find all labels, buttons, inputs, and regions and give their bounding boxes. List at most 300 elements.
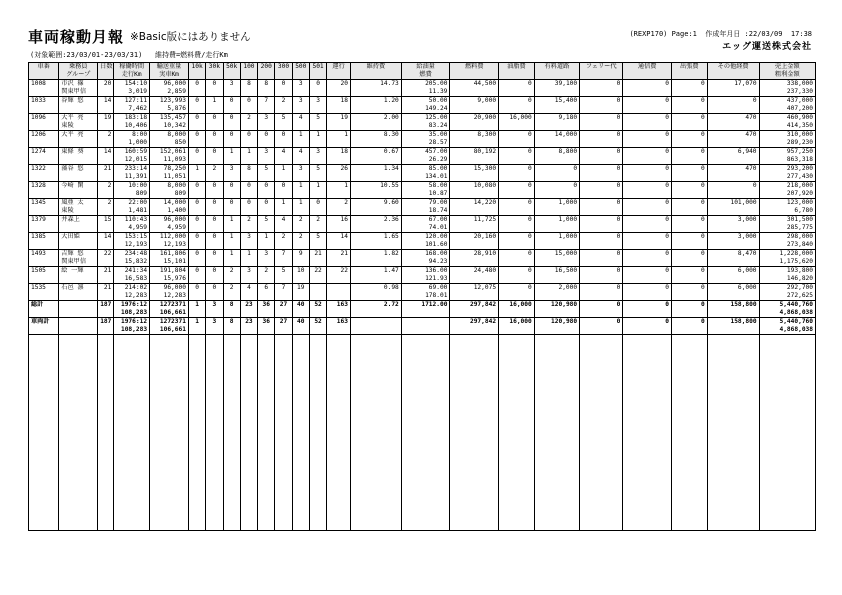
- cell-line-1: 0: [665, 216, 669, 223]
- cell-line-1: 0: [212, 233, 217, 240]
- cell-line-2: [61, 309, 95, 317]
- cell-line-1: 78,250: [163, 165, 186, 172]
- cell-line-2: [582, 122, 620, 130]
- cell-line-2: [100, 71, 111, 79]
- cell-line-2: [452, 326, 496, 334]
- cell-line-1: 0.67: [383, 148, 399, 155]
- cell-line-2: [100, 292, 111, 300]
- cell-line-1: 233:14: [124, 165, 148, 172]
- cell-line-1: 96,000: [163, 284, 186, 291]
- cell-line-2: [582, 275, 620, 283]
- cell-line-2: [260, 309, 272, 317]
- column-header: [59, 63, 98, 80]
- hours-km-cell: [114, 131, 150, 148]
- toll-cell: [534, 318, 579, 335]
- driver-cell: [59, 165, 98, 182]
- cell-line-1: 500: [295, 63, 307, 70]
- weight-km-cell: [150, 131, 189, 148]
- cell-line-2: 16,583: [124, 275, 148, 282]
- cell-line-1: 2: [264, 267, 269, 274]
- distance-band-cell: [240, 182, 257, 199]
- cell-line-2: [243, 207, 255, 215]
- cell-line-2: [31, 173, 56, 181]
- other-cost-cell: [707, 199, 759, 216]
- cell-line-2: [329, 241, 348, 249]
- days-cell: [98, 131, 114, 148]
- cell-line-1: 50k: [226, 63, 238, 70]
- cell-line-2: [243, 241, 255, 249]
- other-cost-cell: [707, 165, 759, 182]
- distance-band-cell: [188, 250, 205, 267]
- cell-line-1: 6,940: [737, 148, 757, 155]
- cell-line-1: 0: [195, 199, 199, 206]
- cell-line-2: [208, 241, 220, 249]
- communication-cell: [623, 131, 672, 148]
- cell-line-2: [208, 309, 220, 317]
- cell-line-1: 風亜 太: [61, 199, 84, 206]
- cell-line-2: [312, 156, 324, 164]
- maintenance-cell: [350, 114, 401, 131]
- cell-line-2: [61, 105, 95, 113]
- fuel-amount-cell: [401, 165, 450, 182]
- cell-line-2: [625, 105, 669, 113]
- cell-line-2: [452, 292, 496, 300]
- distance-band-cell: [240, 267, 257, 284]
- trip-cost-cell: [672, 182, 708, 199]
- cell-line-2: [243, 224, 255, 232]
- fuel-amount-cell: [401, 301, 450, 318]
- cell-line-1: 14: [103, 233, 112, 240]
- cell-line-1: 1: [298, 199, 303, 206]
- cell-line-2: 燃費: [419, 71, 432, 78]
- cell-line-2: 実車Km: [159, 71, 179, 78]
- cell-line-1: 大平 亮: [61, 114, 84, 121]
- cell-line-2: [191, 105, 203, 113]
- cell-line-1: 0: [528, 199, 532, 206]
- cell-line-1: 21: [103, 267, 112, 274]
- cell-line-2: [31, 105, 56, 113]
- fuel-cost-cell: [450, 97, 499, 114]
- trips-cell: [327, 80, 351, 97]
- communication-cell: [623, 182, 672, 199]
- cell-line-1: 161,806: [159, 250, 186, 257]
- driver-cell: [59, 182, 98, 199]
- cell-line-1: 0: [212, 131, 217, 138]
- cell-line-1: 7: [264, 97, 269, 104]
- cell-line-1: 301,500: [786, 216, 813, 223]
- other-cost-cell: [707, 97, 759, 114]
- cell-line-2: [312, 139, 324, 147]
- cell-line-1: 5: [316, 114, 320, 121]
- cell-line-2: [243, 173, 255, 181]
- cell-line-2: [501, 88, 532, 96]
- cell-line-1: 0: [528, 233, 532, 240]
- cell-line-2: [710, 326, 757, 334]
- cell-line-1: 22:00: [128, 199, 148, 206]
- trip-cost-cell: [672, 318, 708, 335]
- cell-line-1: 120.00: [425, 233, 448, 240]
- cell-line-1: 0: [247, 131, 251, 138]
- days-cell: [98, 216, 114, 233]
- hours-km-cell: [114, 267, 150, 284]
- trip-cost-cell: [672, 216, 708, 233]
- toll-cell: [534, 131, 579, 148]
- cell-line-2: [260, 326, 272, 334]
- distance-band-cell: [258, 148, 275, 165]
- oil-cost-cell: [499, 318, 535, 335]
- cell-line-2: [208, 258, 220, 266]
- cell-line-2: [501, 173, 532, 181]
- cell-line-2: [208, 326, 220, 334]
- cell-line-2: [501, 241, 532, 249]
- distance-band-cell: [206, 284, 223, 301]
- distance-band-cell: [240, 250, 257, 267]
- cell-line-2: [710, 292, 757, 300]
- cell-line-1: 0: [195, 284, 199, 291]
- trips-cell: [327, 267, 351, 284]
- cell-line-2: [674, 88, 705, 96]
- driver-cell: [59, 301, 98, 318]
- cell-line-1: 0: [247, 182, 251, 189]
- cell-line-2: [61, 139, 95, 147]
- distance-band-cell: [258, 131, 275, 148]
- hours-km-cell: [114, 148, 150, 165]
- cell-line-1: 14: [340, 233, 348, 240]
- distance-band-cell: [223, 199, 240, 216]
- program-id: (REXP170): [629, 30, 668, 38]
- cell-line-2: [100, 241, 111, 249]
- weight-km-cell: [150, 284, 189, 301]
- cell-line-2: [191, 309, 203, 317]
- cell-line-1: 96,000: [163, 216, 186, 223]
- cell-line-2: 5,876: [167, 105, 186, 112]
- weight-km-cell: [150, 165, 189, 182]
- cell-line-2: [674, 190, 705, 198]
- cell-line-2: 74.01: [428, 224, 448, 231]
- cell-line-2: [31, 139, 56, 147]
- cell-line-1: 338,000: [786, 80, 813, 87]
- cell-line-2: [452, 122, 496, 130]
- cell-line-2: [501, 156, 532, 164]
- cell-line-1: 168.00: [425, 250, 448, 257]
- trip-cost-cell: [672, 284, 708, 301]
- vehicle-report-table: [28, 62, 816, 531]
- cell-line-1: フェリー代: [585, 63, 617, 70]
- empty-cell: [150, 335, 189, 531]
- vehicle-number: [29, 233, 59, 250]
- cell-line-1: 15,300: [473, 165, 497, 172]
- cell-line-1: 39,100: [554, 80, 578, 87]
- cell-line-1: 稼働時間: [119, 63, 145, 70]
- cell-line-1: 4: [298, 148, 303, 155]
- cell-line-1: 158,800: [730, 318, 757, 325]
- sales-cell: [759, 284, 815, 301]
- cell-line-1: 0: [700, 233, 705, 240]
- cell-line-2: [226, 309, 238, 317]
- ferry-cell: [580, 199, 623, 216]
- cell-line-1: 123,000: [786, 199, 813, 206]
- cell-line-1: 27: [279, 301, 288, 308]
- distance-band-cell: [206, 97, 223, 114]
- cell-line-1: 12,075: [473, 284, 497, 291]
- cell-line-2: 146,820: [786, 275, 813, 282]
- vehicle-number: [29, 148, 59, 165]
- cell-line-2: 106,661: [159, 309, 186, 316]
- other-cost-cell: [707, 318, 759, 335]
- cell-line-1: 0: [665, 284, 669, 291]
- cell-line-2: [100, 190, 111, 198]
- cell-line-2: [61, 190, 95, 198]
- cell-line-1: 0: [616, 80, 621, 87]
- cell-line-2: [710, 88, 757, 96]
- days-cell: [98, 114, 114, 131]
- cell-line-1: 0: [616, 284, 621, 291]
- hours-km-cell: [114, 216, 150, 233]
- cell-line-2: [329, 190, 348, 198]
- distance-band-cell: [292, 216, 309, 233]
- cell-line-1: 14,000: [554, 131, 578, 138]
- cell-line-2: [329, 224, 348, 232]
- cell-line-1: 1: [247, 148, 251, 155]
- cell-line-2: 237,330: [786, 88, 813, 95]
- cell-line-1: 1: [298, 131, 303, 138]
- ferry-cell: [580, 301, 623, 318]
- cell-line-1: 市沢 篠: [61, 80, 84, 87]
- cell-line-2: [208, 88, 220, 96]
- distance-band-cell: [258, 114, 275, 131]
- cell-line-2: 1,000: [128, 139, 148, 146]
- cell-line-1: 3: [247, 267, 251, 274]
- cell-line-1: 0: [316, 199, 320, 206]
- fuel-cost-cell: [450, 318, 499, 335]
- cell-line-1: 0: [528, 250, 532, 257]
- distance-band-cell: [206, 267, 223, 284]
- cell-line-2: [537, 224, 577, 232]
- cell-line-2: 149.24: [425, 105, 448, 112]
- cell-line-2: [312, 326, 324, 334]
- cell-line-2: [191, 207, 203, 215]
- cell-line-1: 0: [665, 267, 669, 274]
- cell-line-1: 0: [195, 97, 199, 104]
- cell-line-2: [295, 326, 307, 334]
- toll-cell: [534, 182, 579, 199]
- cell-line-2: [501, 309, 532, 317]
- cell-line-2: [295, 71, 307, 79]
- fuel-amount-cell: [401, 131, 450, 148]
- cell-line-1: 0: [700, 250, 705, 257]
- communication-cell: [623, 284, 672, 301]
- cell-line-2: [625, 207, 669, 215]
- trip-cost-cell: [672, 233, 708, 250]
- cell-line-1: 2: [298, 216, 303, 223]
- distance-band-cell: [223, 165, 240, 182]
- cell-line-1: 125.00: [425, 114, 448, 121]
- cell-line-1: 120,980: [551, 301, 578, 308]
- cell-line-1: 3: [229, 80, 234, 87]
- cell-line-1: 19: [340, 114, 348, 121]
- cell-line-1: 3: [264, 114, 269, 121]
- cell-line-2: [295, 207, 307, 215]
- cell-line-1: 1976:12: [120, 301, 148, 308]
- cell-line-1: 吉輝 悠: [61, 250, 84, 257]
- cell-line-1: 3: [316, 97, 320, 104]
- cell-line-1: 0: [528, 131, 532, 138]
- distance-band-cell: [206, 199, 223, 216]
- cell-line-2: [710, 309, 757, 317]
- cell-line-1: 21: [103, 165, 112, 172]
- cell-line-2: [353, 207, 399, 215]
- trip-cost-cell: [672, 199, 708, 216]
- cell-line-2: [674, 258, 705, 266]
- cell-line-1: [61, 301, 95, 309]
- cell-line-2: [295, 275, 307, 283]
- cell-line-1: 1: [195, 318, 199, 325]
- table-row: [29, 233, 816, 250]
- cell-line-1: 80,192: [473, 148, 497, 155]
- cell-line-1: 給油量: [416, 63, 435, 70]
- table-body: [29, 80, 816, 531]
- fuel-amount-cell: [401, 250, 450, 267]
- cell-line-1: 16,000: [509, 114, 532, 121]
- cell-line-1: 123,993: [159, 97, 186, 104]
- days-cell: [98, 182, 114, 199]
- cell-line-2: [353, 309, 399, 317]
- cell-line-1: 457.00: [425, 148, 448, 155]
- cell-line-1: 100: [243, 63, 255, 70]
- cell-line-2: [501, 275, 532, 283]
- trips-cell: [327, 97, 351, 114]
- cell-line-2: [501, 71, 532, 79]
- table-row: [29, 165, 816, 182]
- distance-band-cell: [292, 131, 309, 148]
- cell-line-1: 谷輝 悠: [61, 97, 84, 104]
- cell-line-1: 16,500: [554, 267, 578, 274]
- cell-line-1: 5: [281, 267, 286, 274]
- weight-km-cell: [150, 199, 189, 216]
- cell-line-2: [625, 190, 669, 198]
- cell-line-2: [312, 122, 324, 130]
- distance-band-cell: [188, 199, 205, 216]
- cell-line-2: 863,318: [786, 156, 813, 163]
- sales-cell: [759, 131, 815, 148]
- cell-line-2: [208, 173, 220, 181]
- cell-line-1: 0: [316, 80, 320, 87]
- cell-line-1: 1.47: [383, 267, 399, 274]
- communication-cell: [623, 318, 672, 335]
- ferry-cell: [580, 182, 623, 199]
- cell-line-1: 0: [616, 165, 621, 172]
- cell-line-2: 1,400: [167, 207, 186, 214]
- distance-band-cell: [292, 97, 309, 114]
- cell-line-2: [277, 275, 289, 283]
- weight-km-cell: [150, 250, 189, 267]
- cell-line-1: 11,725: [473, 216, 497, 223]
- cell-line-1: 燃料費: [464, 63, 484, 70]
- cell-line-1: 501: [312, 63, 324, 70]
- distance-band-cell: [292, 301, 309, 318]
- cell-line-2: [277, 71, 289, 79]
- cell-line-1: 152,061: [159, 148, 186, 155]
- cell-line-2: [191, 241, 203, 249]
- distance-band-cell: [223, 284, 240, 301]
- cell-line-2: [537, 139, 577, 147]
- cell-line-2: [710, 156, 757, 164]
- cell-line-2: [243, 292, 255, 300]
- cell-line-1: 0: [528, 267, 532, 274]
- cell-line-1: 1: [298, 182, 303, 189]
- cell-line-2: [260, 122, 272, 130]
- communication-cell: [623, 114, 672, 131]
- column-header: [206, 63, 223, 80]
- communication-cell: [623, 233, 672, 250]
- cell-line-1: 50.00: [428, 97, 448, 104]
- days-cell: [98, 318, 114, 335]
- empty-cell: [534, 335, 579, 531]
- cell-line-2: [404, 309, 448, 317]
- cell-line-2: [625, 326, 669, 334]
- ferry-cell: [580, 80, 623, 97]
- distance-band-cell: [309, 114, 326, 131]
- cell-line-1: 10: [297, 267, 305, 274]
- cell-line-2: [61, 156, 95, 164]
- toll-cell: [534, 80, 579, 97]
- distance-band-cell: [275, 216, 292, 233]
- communication-cell: [623, 97, 672, 114]
- cell-line-2: [710, 71, 757, 79]
- fuel-cost-cell: [450, 284, 499, 301]
- cell-line-1: 2: [229, 267, 234, 274]
- cell-line-1: 0: [665, 165, 669, 172]
- trips-cell: [327, 216, 351, 233]
- column-header: [223, 63, 240, 80]
- days-cell: [98, 148, 114, 165]
- distance-band-cell: [188, 148, 205, 165]
- cell-line-2: [312, 275, 324, 283]
- cell-line-2: [208, 207, 220, 215]
- driver-cell: [59, 97, 98, 114]
- cell-line-1: 191,804: [159, 267, 186, 274]
- maintenance-cell: [350, 165, 401, 182]
- cell-line-1: 1: [229, 233, 234, 240]
- ferry-cell: [580, 148, 623, 165]
- cell-line-2: [329, 88, 348, 96]
- cell-line-2: [191, 88, 203, 96]
- other-cost-cell: [707, 267, 759, 284]
- other-cost-cell: [707, 131, 759, 148]
- cell-line-2: [31, 156, 56, 164]
- cell-line-1: 0: [616, 267, 621, 274]
- oil-cost-cell: [499, 97, 535, 114]
- cell-line-1: 16: [340, 216, 348, 223]
- cell-line-1: 1712.00: [421, 301, 448, 308]
- cell-line-2: [100, 258, 111, 266]
- toll-cell: [534, 233, 579, 250]
- distance-band-cell: [206, 165, 223, 182]
- cell-line-2: [582, 207, 620, 215]
- distance-band-cell: [188, 318, 205, 335]
- oil-cost-cell: [499, 131, 535, 148]
- cell-line-2: [674, 292, 705, 300]
- cell-line-2: [295, 258, 307, 266]
- empty-cell: [499, 335, 535, 531]
- column-header: [327, 63, 351, 80]
- cell-line-2: [226, 105, 238, 113]
- cell-line-1: 3,000: [737, 216, 757, 223]
- cell-line-1: 売上金額: [774, 63, 800, 70]
- cell-line-2: [260, 156, 272, 164]
- toll-cell: [534, 267, 579, 284]
- trips-cell: [327, 284, 351, 301]
